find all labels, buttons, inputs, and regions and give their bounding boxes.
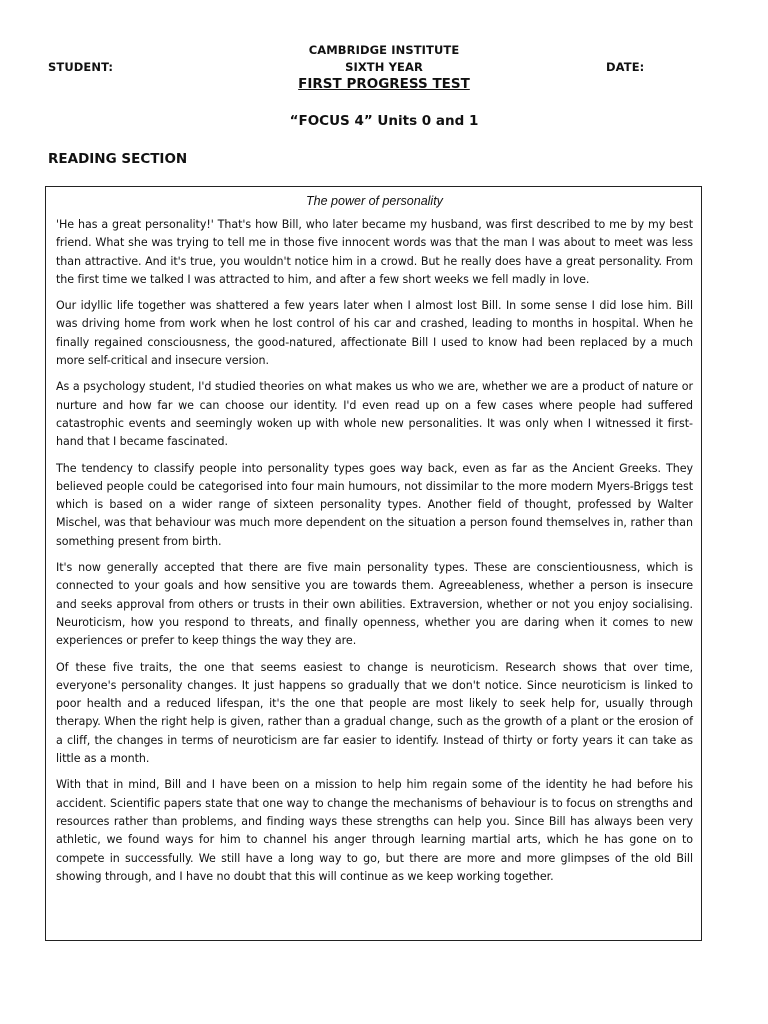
passage-paragraph: With that in mind, Bill and I have been on a mission to help him regain some of the identity he had before his accident. Scientific papers state that one way to change the mechanisms of behaviour is to focus on strengths and resources rather than problems, and finding ways these strengths can help you. Since Bill has always been very athletic, we found ways for him to channel his anger through learning martial arts, which he has gone on to compete in successfully. We still have a long way to go, but there are more and more glimpses of the old Bill showing through, and I have no doubt that this will continue as we keep working together. bbox=[56, 778, 693, 883]
units-heading: “FOCUS 4” Units 0 and 1 bbox=[289, 113, 479, 129]
section-title: READING SECTION bbox=[48, 151, 188, 167]
date-label: DATE: bbox=[606, 60, 645, 74]
student-label: STUDENT: bbox=[48, 60, 114, 74]
passage-paragraph: It's now generally accepted that there are five main personality types. These are conscientiousness, which is connected to your goals and how sensitive you are towards them. Agreeableness, whether a person is insecure and seeks approval from others or trusts in their own abilities. Extraversion, whether or not you enjoy socialising. Neuroticism, how you respond to threats, and finally openness, whether you are daring when it comes to new experiences or prefer to keep things the way they are. bbox=[56, 561, 693, 648]
institute-name: CAMBRIDGE INSTITUTE bbox=[308, 43, 460, 57]
reading-passage-box bbox=[45, 186, 702, 941]
passage-paragraph: As a psychology student, I'd studied theories on what makes us who we are, whether we are a product of nature or nurture and how far we can choose our identity. I'd even read up on a few cases where people had suffered catastrophic events and seemingly woken up with whole new personalities. It was only when I witnessed it first-hand that I became fascinated. bbox=[56, 380, 693, 449]
passage-paragraph: Our idyllic life together was shattered a few years later when I almost lost Bill. In some sense I did lose him. Bill was driving home from work when he lost control of his car and crashed, leading to months in hospital. When he finally regained consciousness, the good-natured, affectionate Bill I used to know had been replaced by a much more self-critical and insecure version. bbox=[56, 299, 693, 368]
passage-paragraph: Of these five traits, the one that seems easiest to change is neuroticism. Research shows that over time, everyone's personality changes. It just happens so gradually that we don't notice. Since neuroticism is linked to poor health and a reduced lifespan, it's the one that people are most likely to seek help for, usually through therapy. When the right help is given, rather than a gradual change, such as the growth of a plant or the erosion of a cliff, the changes in terms of neuroticism are far easier to identify. Instead of thirty or forty years it can take as little as a month. bbox=[56, 660, 693, 766]
passage-title: The power of personality bbox=[306, 194, 443, 208]
passage-paragraph: 'He has a great personality!' That's how Bill, who later became my husband, was first described to me by my best friend. What she was trying to tell me in those five innocent words was that the man I was about to meet was less than attractive. And it's true, you wouldn't notice him in a crowd. But he really does have a great personality. From the first time we talked I was attracted to him, and after a few short weeks we fell madly in love. bbox=[56, 218, 693, 286]
passage-paragraph: The tendency to classify people into personality types goes way back, even as far as the Ancient Greeks. They believed people could be categorised into four main humours, not dissimilar to the more modern Myers-Briggs test which is based on a wider range of sixteen personality types. Another field of thought, professed by Walter Mischel, was that behaviour was much more dependent on the situation a person found themselves in, rather than something present from birth. bbox=[56, 461, 693, 548]
school-year: SIXTH YEAR bbox=[345, 60, 423, 74]
test-title: FIRST PROGRESS TEST bbox=[298, 76, 470, 92]
